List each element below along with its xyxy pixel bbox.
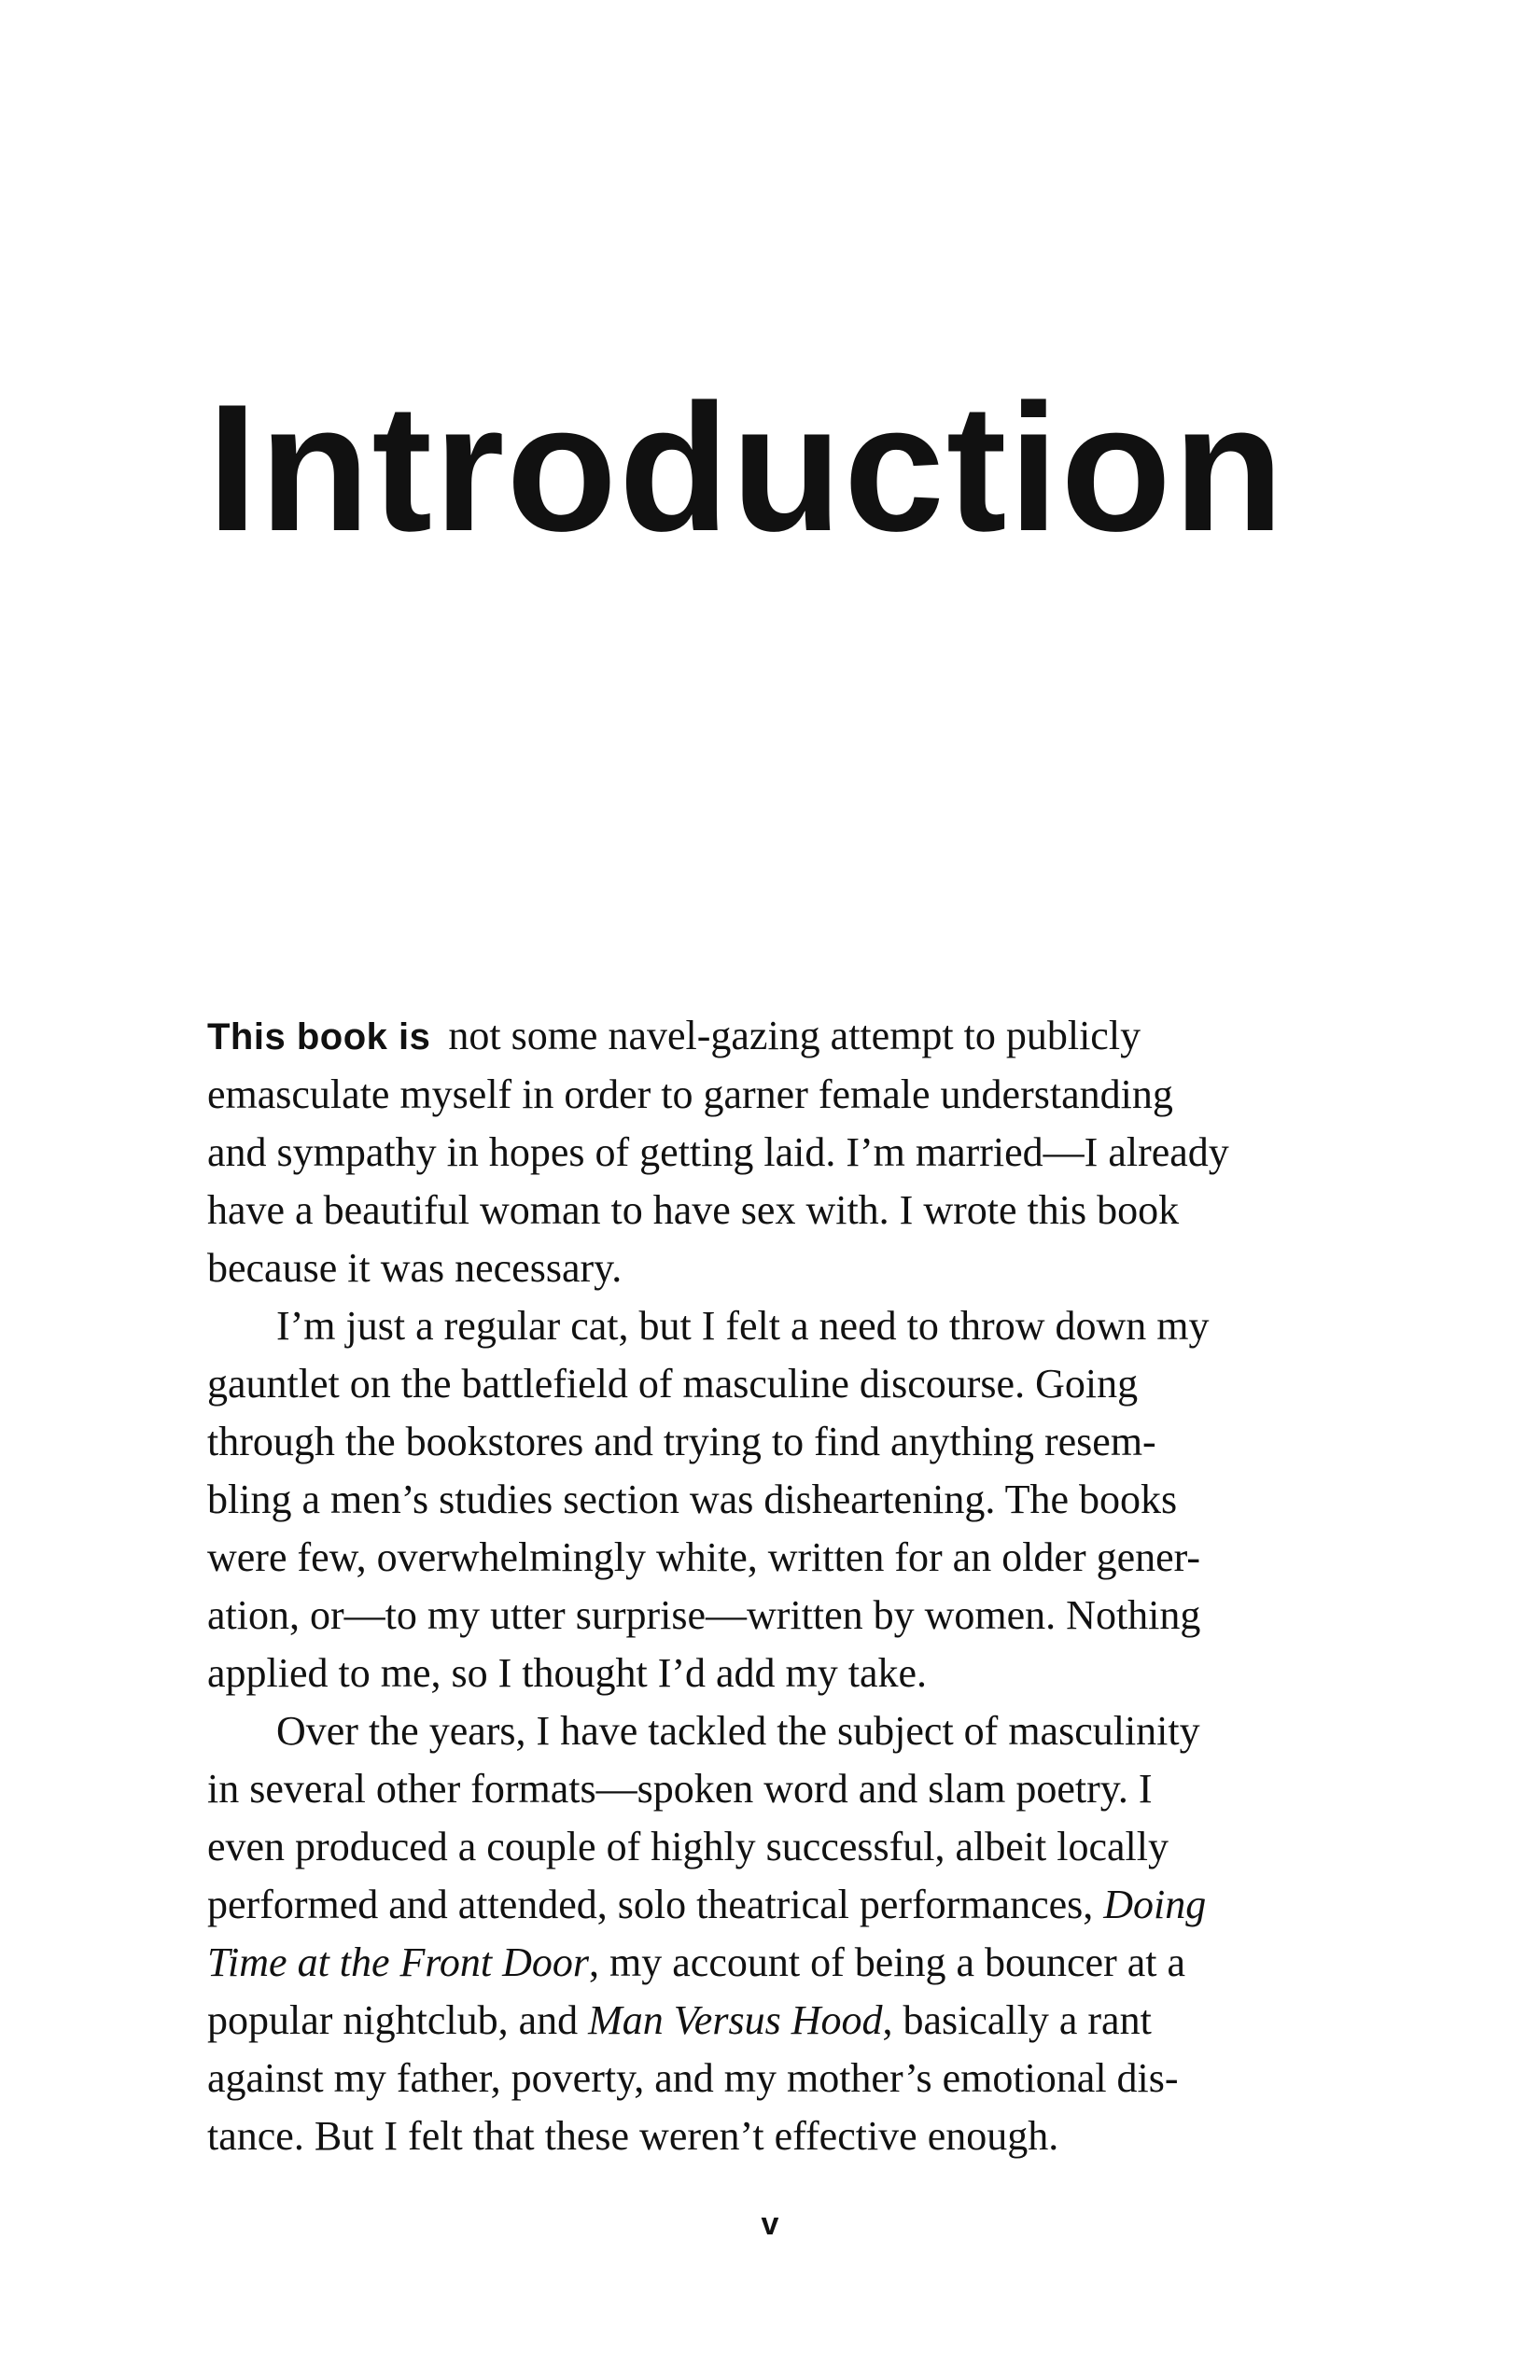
text-line: ation, or—to my utter surprise—written by women. Nothing bbox=[207, 1592, 1201, 1638]
text-line: in several other formats—spoken word and slam poetry. I bbox=[207, 1766, 1153, 1812]
body-text bbox=[207, 1007, 1346, 2165]
text-line: against my father, poverty, and my mother’s emotional dis- bbox=[207, 2055, 1179, 2101]
paragraph-3 bbox=[207, 1702, 1346, 2165]
text-line: performed and attended, solo theatrical performances, Doing bbox=[207, 1882, 1207, 1927]
text-line: Over the years, I have tackled the subject of masculinity bbox=[276, 1708, 1200, 1754]
lead-in-text: This book is bbox=[207, 1016, 431, 1057]
performance-title-man-versus-hood: Man Versus Hood bbox=[588, 1997, 883, 2043]
text-line: emasculate myself in order to garner female understanding bbox=[207, 1071, 1173, 1117]
performance-title-doing-time-cont: Time at the Front Door bbox=[207, 1939, 590, 1985]
text-line: This book is not some navel-gazing attempt to publicly bbox=[207, 1013, 1141, 1058]
text-line: because it was necessary. bbox=[207, 1245, 623, 1291]
text-line: have a beautiful woman to have sex with. I wrote this book bbox=[207, 1187, 1180, 1233]
text-line: tance. But I felt that these weren’t effective enough. bbox=[207, 2113, 1059, 2159]
text-line: gauntlet on the battlefield of masculine discourse. Going bbox=[207, 1361, 1139, 1407]
text-line: even produced a couple of highly successful, albeit locally bbox=[207, 1824, 1169, 1869]
text-line: popular nightclub, and Man Versus Hood, basically a rant bbox=[207, 1997, 1152, 2043]
page-number: v bbox=[761, 2206, 779, 2242]
text-line: applied to me, so I thought I’d add my take. bbox=[207, 1650, 928, 1696]
text-line: bling a men’s studies section was disheartening. The books bbox=[207, 1477, 1178, 1522]
performance-title-doing-time: Doing bbox=[1103, 1882, 1207, 1927]
text-line: I’m just a regular cat, but I felt a need to throw down my bbox=[276, 1303, 1210, 1349]
text-line: were few, overwhelmingly white, written for an older gener- bbox=[207, 1534, 1201, 1580]
chapter-title: Introduction bbox=[207, 367, 1286, 569]
paragraph-1 bbox=[207, 1007, 1346, 1297]
text-line: Time at the Front Door, my account of being a bouncer at a bbox=[207, 1939, 1186, 1985]
text-line: and sympathy in hopes of getting laid. I’m married—I already bbox=[207, 1129, 1229, 1175]
paragraph-2 bbox=[207, 1297, 1346, 1702]
text-line: through the bookstores and trying to find anything resem- bbox=[207, 1419, 1156, 1464]
